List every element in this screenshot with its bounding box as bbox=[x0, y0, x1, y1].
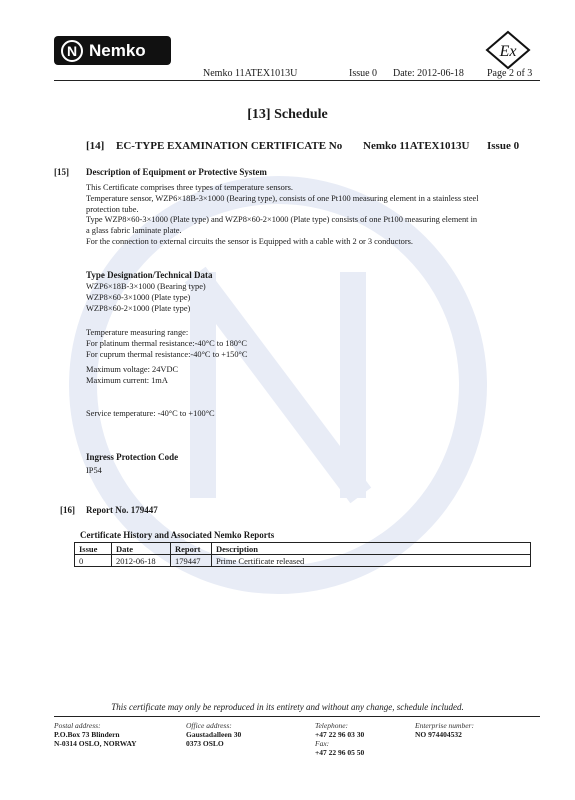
cert-section-number: [14] bbox=[86, 140, 105, 152]
type-list bbox=[86, 282, 206, 314]
type-item: WZP6×18B-3×1000 (Bearing type) bbox=[86, 282, 206, 291]
type-item: WZP8×60-3×1000 (Plate type) bbox=[86, 292, 191, 302]
cert-label: EC-TYPE EXAMINATION CERTIFICATE No bbox=[116, 140, 343, 152]
electrical-block bbox=[86, 365, 178, 387]
telephone-block bbox=[315, 721, 364, 757]
postal-line: P.O.Box 73 Blindern bbox=[54, 730, 120, 739]
postal-address bbox=[54, 721, 137, 748]
temperature-range-block bbox=[86, 328, 247, 360]
history-table bbox=[74, 542, 531, 567]
cell-description: Prime Certificate released bbox=[212, 555, 531, 567]
description-line: Temperature sensor, WZP6×18B-3×1000 (Bearing type), consists of one Pt100 measuring element in a stainless steel bbox=[86, 193, 479, 203]
cell-issue: 0 bbox=[75, 555, 112, 567]
header-rule bbox=[54, 80, 540, 81]
type-item: WZP8×60-2×1000 (Plate type) bbox=[86, 303, 191, 313]
office-line: Gaustadalleen 30 bbox=[186, 730, 242, 739]
description-line: This Certificate comprises three types of temperature sensors. bbox=[86, 183, 293, 192]
postal-line: N-0314 OSLO, NORWAY bbox=[54, 739, 137, 748]
header-page: Page 2 of 3 bbox=[487, 68, 533, 79]
office-line: 0373 OSLO bbox=[186, 739, 224, 748]
footer-rule bbox=[54, 716, 540, 717]
fax-label: Fax: bbox=[315, 739, 330, 748]
enterprise-number: NO 974404532 bbox=[415, 730, 462, 739]
header-cert-ref: Nemko 11ATEX1013U bbox=[203, 68, 298, 79]
description-block bbox=[86, 183, 546, 248]
nemko-logo bbox=[54, 36, 171, 65]
header-date: Date: 2012-06-18 bbox=[393, 68, 464, 79]
column-header-issue: Issue bbox=[75, 543, 112, 555]
report-number: Report No. 179447 bbox=[86, 505, 158, 515]
enterprise-label: Enterprise number: bbox=[415, 721, 474, 730]
temp-range-line: For platinum thermal resistance:-40°C to 180°C bbox=[86, 338, 247, 348]
column-header-report: Report bbox=[171, 543, 212, 555]
section-16-number: [16] bbox=[60, 505, 75, 515]
table-row bbox=[75, 555, 531, 567]
telephone-label: Telephone: bbox=[315, 721, 349, 730]
type-designation-heading: Type Designation/Technical Data bbox=[86, 270, 213, 280]
ex-hexagon-icon bbox=[484, 30, 532, 70]
office-address bbox=[186, 721, 241, 748]
cert-issue: Issue 0 bbox=[487, 140, 520, 152]
schedule-title: [13] Schedule bbox=[247, 107, 328, 122]
ingress-protection-heading: Ingress Protection Code bbox=[86, 452, 179, 462]
svg-text:Ex: Ex bbox=[499, 43, 517, 60]
history-heading: Certificate History and Associated Nemko Reports bbox=[80, 530, 275, 540]
cell-date: 2012-06-18 bbox=[112, 555, 171, 567]
reproduction-notice: This certificate may only be reproduced in its entirety and without any change, schedule included. bbox=[111, 702, 464, 712]
section-15-heading: Description of Equipment or Protective System bbox=[86, 167, 267, 177]
description-line: a glass fabric laminate plate. bbox=[86, 226, 182, 236]
header-issue: Issue 0 bbox=[349, 68, 378, 79]
description-line: Type WZP8×60-3×1000 (Plate type) and WZP8×60-2×1000 (Plate type) consists of one Pt100 measuring element in bbox=[86, 215, 478, 225]
cert-number: Nemko 11ATEX1013U bbox=[363, 140, 470, 152]
cell-report: 179447 bbox=[171, 555, 212, 567]
logo-n-icon: N bbox=[61, 40, 83, 62]
ingress-protection-value: IP54 bbox=[86, 466, 102, 475]
column-header-date: Date bbox=[112, 543, 171, 555]
max-voltage: Maximum voltage: 24VDC bbox=[86, 365, 179, 374]
max-current: Maximum current: 1mA bbox=[86, 375, 168, 385]
service-temperature: Service temperature: -40°C to +100°C bbox=[86, 409, 215, 418]
enterprise-block bbox=[415, 721, 474, 739]
logo-text: Nemko bbox=[89, 40, 146, 60]
telephone-number: +47 22 96 03 30 bbox=[315, 730, 365, 739]
fax-number: +47 22 96 05 50 bbox=[315, 748, 365, 757]
temp-range-line: Temperature measuring range: bbox=[86, 328, 189, 337]
section-15-number: [15] bbox=[54, 167, 69, 177]
temp-range-line: For cuprum thermal resistance:-40°C to +150°C bbox=[86, 349, 248, 359]
postal-label: Postal address: bbox=[54, 721, 101, 730]
description-line: protection tube. bbox=[86, 204, 139, 214]
description-line: For the connection to external circuits the sensor is Equipped with a cable with 2 or 3 conductors. bbox=[86, 236, 414, 246]
column-header-description: Description bbox=[212, 543, 531, 555]
history-header-row bbox=[75, 543, 531, 555]
office-label: Office address: bbox=[186, 721, 232, 730]
